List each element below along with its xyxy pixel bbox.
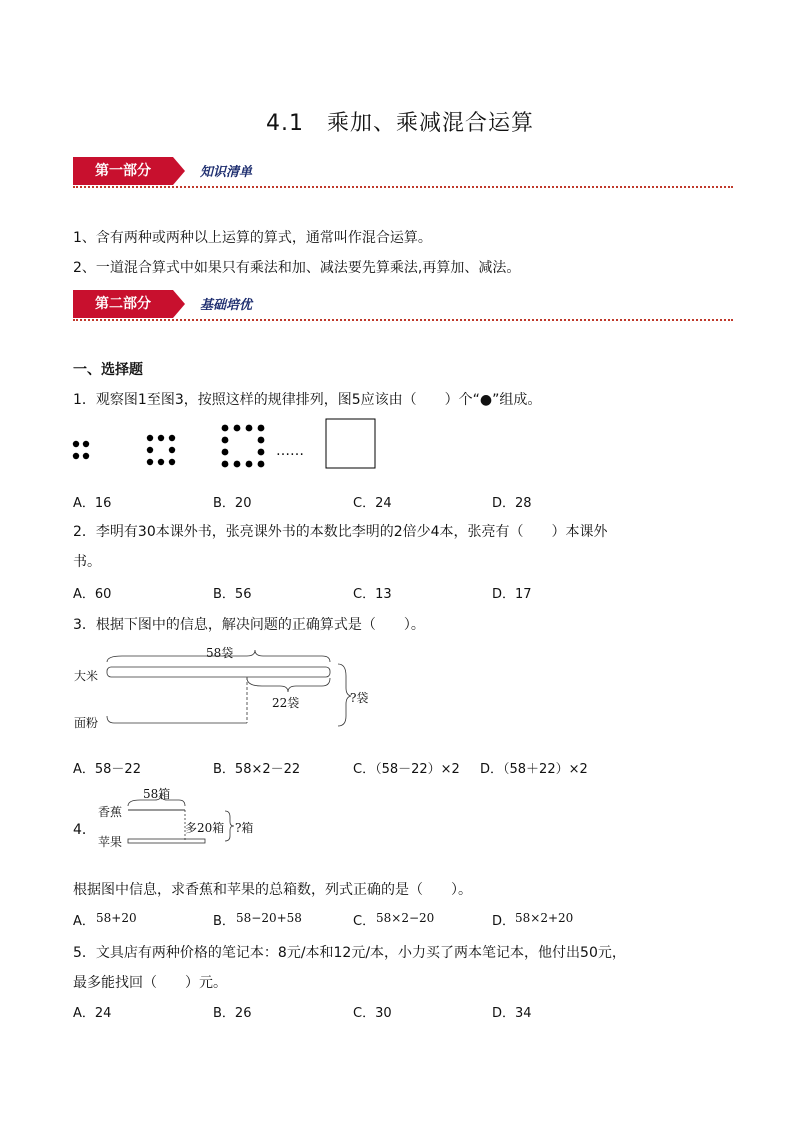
q4-option-a-expr: 58+20 (96, 911, 137, 925)
question-1-text: 1．观察图1至图3，按照这样的规律排列，图5应该由（ ）个“●”组成。 (73, 392, 542, 408)
q1-option-c: C．24 (353, 496, 392, 511)
question-5-line2: 最多能找回（ ）元。 (73, 975, 227, 991)
dotted-rule (73, 319, 733, 321)
q2-option-a: A．60 (73, 587, 112, 602)
q4-row2-label: 苹果 (98, 835, 123, 849)
banner-label: 第一部分 (95, 163, 151, 179)
q5-option-b: B．26 (213, 1006, 252, 1021)
q3-top-label: 58袋 (206, 646, 234, 660)
q1-option-d: D．28 (492, 496, 532, 511)
question-5-line1: 5．文具店有两种价格的笔记本：8元/本和12元/本，小力买了两本笔记本，他付出50元， (73, 945, 626, 961)
q3-diff-label: 22袋 (272, 696, 300, 710)
q4-option-c-expr: 58×2−20 (376, 911, 435, 925)
q3-row1-label: 大米 (74, 669, 99, 683)
q5-option-d: D．34 (492, 1006, 532, 1021)
q3-option-a: A．58－22 (73, 762, 141, 777)
figure-2-dots (147, 435, 175, 465)
question-3-text: 3．根据下图中的信息，解决问题的正确算式是（ ）。 (73, 617, 425, 633)
q4-diff-label: 多20箱 (185, 821, 225, 835)
q4-option-b-letter: B． (213, 914, 235, 929)
q3-total-label: ?袋 (350, 691, 369, 705)
q4-option-d-expr: 58×2+20 (515, 911, 574, 925)
section-subtitle-part2: 基础培优 (200, 298, 253, 313)
figure-5-empty-box (326, 419, 375, 468)
q4-option-b-expr: 58−20+58 (236, 911, 302, 925)
q5-option-c: C．30 (353, 1006, 392, 1021)
dotted-rule (73, 186, 733, 188)
q4-option-c-letter: C． (353, 914, 376, 929)
q1-option-b: B．20 (213, 496, 252, 511)
figure-3-dots (222, 425, 265, 468)
q3-option-b: B．58×2－22 (213, 762, 301, 777)
knowledge-item: 1、含有两种或两种以上运算的算式，通常叫作混合运算。 (73, 230, 432, 246)
q2-option-c: C．13 (353, 587, 392, 602)
figure-1-dots (73, 441, 89, 459)
q4-option-d-letter: D． (492, 914, 516, 929)
q1-option-a: A．16 (73, 496, 112, 511)
q1-dot-pattern-figure (70, 418, 390, 474)
q3-option-d: D．（58＋22）×2 (480, 762, 588, 777)
banner-label: 第二部分 (95, 296, 151, 312)
question-2-line1: 2．李明有30本课外书，张亮课外书的本数比李明的2倍少4本，张亮有（ ）本课外 (73, 524, 608, 540)
question-4-number: 4． (73, 822, 96, 838)
q5-option-a: A．24 (73, 1006, 112, 1021)
section-subtitle-part1: 知识清单 (200, 165, 253, 180)
q3-row2-label: 面粉 (74, 716, 99, 730)
q2-option-b: B．56 (213, 587, 252, 602)
section-banner-part1 (73, 157, 185, 185)
knowledge-item: 2、一道混合算式中如果只有乘法和加、减法要先算乘法,再算加、减法。 (73, 260, 521, 276)
question-4-text: 根据图中信息，求香蕉和苹果的总箱数，列式正确的是（ ）。 (73, 882, 472, 898)
section-heading: 一、选择题 (73, 362, 143, 378)
q4-option-a-letter: A． (73, 914, 95, 929)
q3-option-c: C．（58－22）×2 (353, 762, 460, 777)
question-2-line2: 书。 (73, 554, 101, 570)
q2-option-d: D．17 (492, 587, 532, 602)
page-title: 4.1 乘加、乘减混合运算 (266, 111, 534, 136)
section-banner-part2 (73, 290, 185, 318)
ellipsis: …… (276, 443, 304, 459)
q4-total-label: ?箱 (235, 821, 254, 835)
q4-row1-label: 香蕉 (98, 805, 123, 819)
q4-top-label: 58箱 (143, 787, 171, 801)
